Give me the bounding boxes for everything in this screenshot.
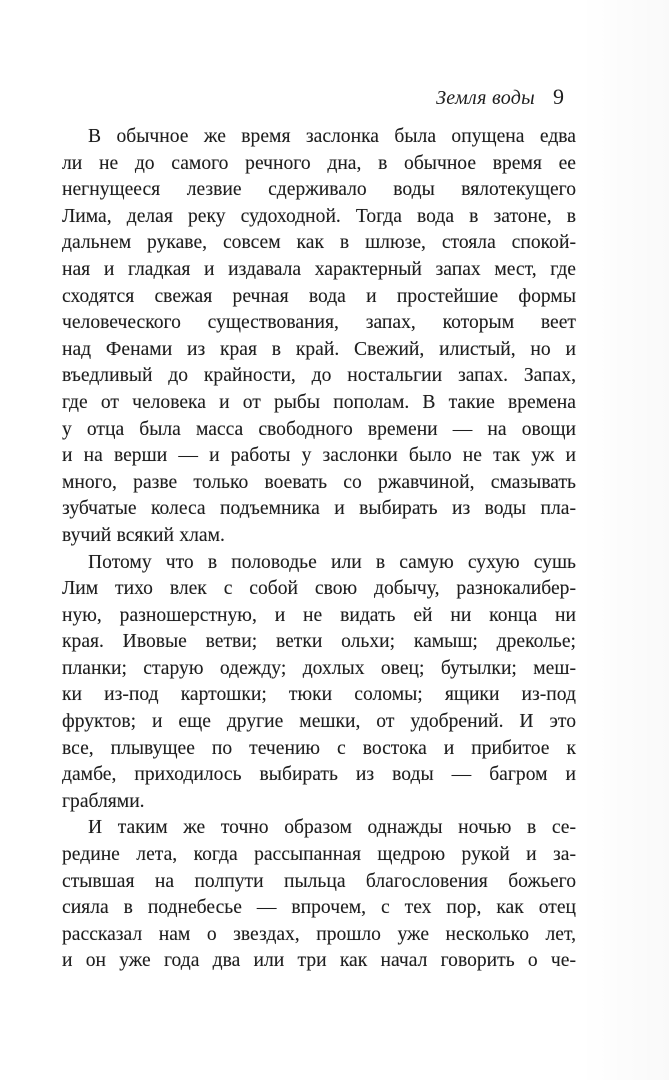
text-line: сходятся свежая речная вода и простейшие формы [62,285,576,307]
paragraph-1 [62,124,576,550]
text-line: редине лета, когда рассыпанная щедрою рукой и за- [62,844,576,866]
text-line: зубчатые колеса подъемника и выбирать из воды пла- [62,498,576,520]
running-header [436,84,564,110]
scan-shadow [579,0,669,1080]
text-line: дамбе, приходилось выбирать из воды — багром и [62,764,576,786]
text-line: планки; старую одежду; дохлых овец; бутылки; меш- [62,657,576,679]
text-line: рассказал нам о звездах, прошло уже несколько лет, [62,923,576,945]
text-line: и он уже года два или три как начал говорить о че- [62,950,576,972]
paragraph-3 [62,815,576,975]
text-line: негнущееся лезвие сдерживало воды вялотекущего [62,179,576,201]
text-line: стывшая на полпути пыльца благословения божьего [62,870,576,892]
text-line: дальнем рукаве, совсем как в шлюзе, стояла спокой- [62,232,576,254]
text-line: въедливый до крайности, до ностальгии запах. Запах, [62,365,576,387]
text-line: где от человека и от рыбы пополам. В такие времена [62,391,576,413]
text-line: граблями. [62,790,145,812]
text-line: Потому что в половодье или в самую сухую сушь [88,551,576,573]
text-line: ки из-под картошки; тюки соломы; ящики из-под [62,684,576,706]
text-line: у отца была масса свободного времени — на овощи [62,418,576,440]
text-line: над Фенами из края в край. Свежий, илистый, но и [62,338,576,360]
text-line: Лим тихо влек с собой свою добычу, разнокалибер- [62,578,576,600]
text-line: фруктов; и еще другие мешки, от удобрений. И это [62,711,576,733]
page-text [62,124,576,975]
text-line: и на верши — и работы у заслонки было не так уж и [62,445,576,467]
text-line: человеческого существования, запах, которым веет [62,312,576,334]
text-line: Лима, делая реку судоходной. Тогда вода в затоне, в [62,205,576,227]
text-line: ли не до самого речного дна, в обычное время ее [62,152,576,174]
text-line: все, плывущее по течению с востока и прибитое к [62,737,576,759]
text-line: ная и гладкая и издавала характерный запах мест, где [62,258,576,280]
running-title: Земля воды [436,87,535,109]
text-line: В обычное же время заслонка была опущена едва [88,126,576,147]
text-line: И таким же точно образом однажды ночью в се- [88,817,576,839]
paragraph-2 [62,550,576,816]
text-line: сияла в поднебесье — впрочем, с тех пор, как отец [62,897,576,919]
text-line: вучий всякий хлам. [62,524,225,546]
page-number: 9 [553,84,564,109]
text-line: края. Ивовые ветви; ветки ольхи; камыш; дреколье; [62,631,576,653]
text-line: много, разве только воевать со ржавчиной, смазывать [62,471,576,493]
text-line: ную, разношерстную, и не видать ей ни конца ни [62,604,576,626]
